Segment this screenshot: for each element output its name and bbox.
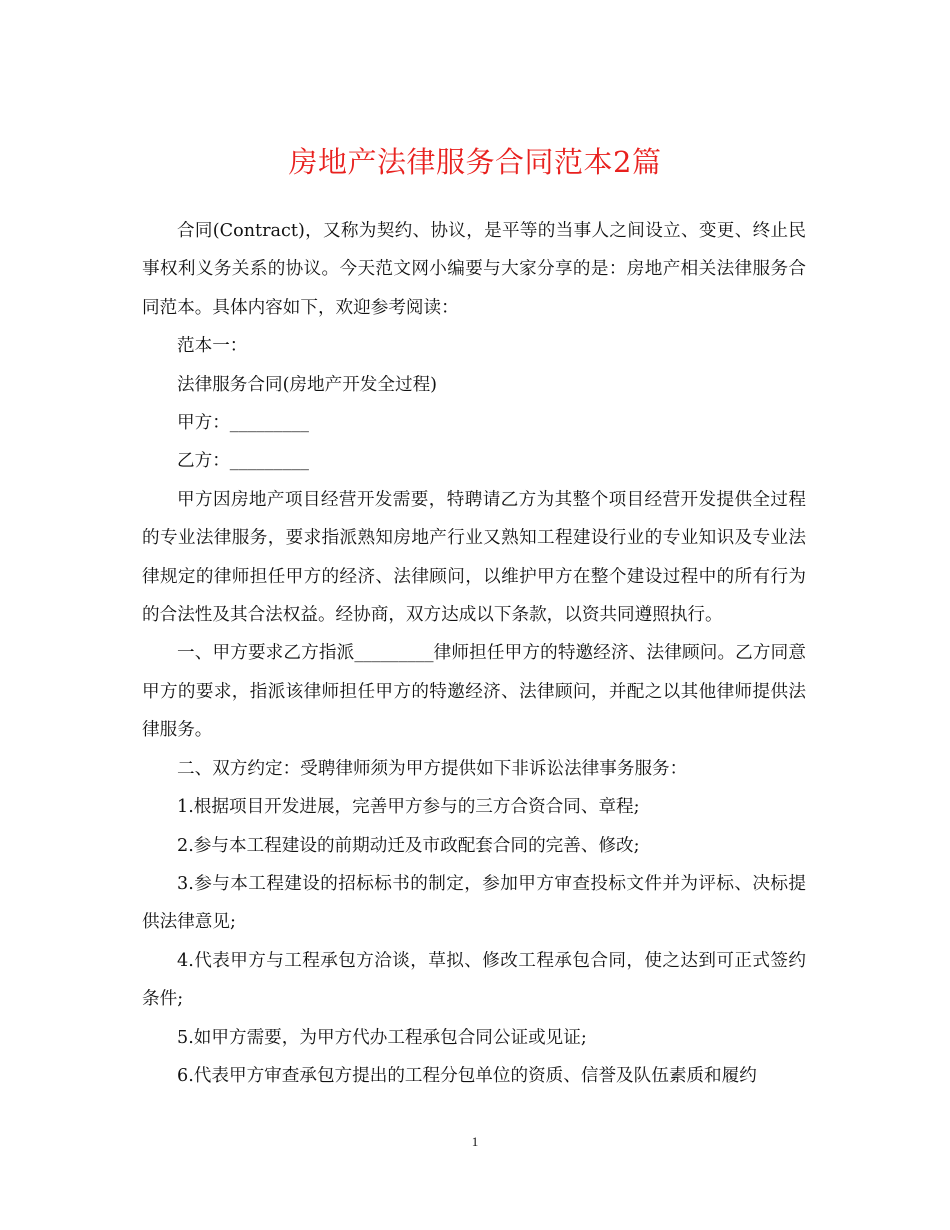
paragraph-item-4: 4.代表甲方与工程承包方洽谈，草拟、修改工程承包合同，使之达到可正式签约条件;	[142, 950, 806, 1010]
document-body	[142, 212, 806, 1095]
page-number: 1	[471, 1134, 479, 1149]
paragraph-party-b: 乙方：_________	[177, 451, 309, 472]
paragraph-clause-1: 一、甲方要求乙方指派_________律师担任甲方的特邀经济、法律顾问。乙方同意甲方的要求，指派该律师担任甲方的特邀经济、法律顾问，并配之以其他律师提供法律服务。	[142, 643, 806, 741]
paragraph-party-a: 甲方：_________	[177, 413, 309, 434]
paragraph-template-one: 范本一：	[177, 336, 248, 357]
paragraph-contract-name: 法律服务合同(房地产开发全过程)	[177, 374, 438, 395]
paragraph-item-2: 2.参与本工程建设的前期动迁及市政配套合同的完善、修改;	[177, 835, 640, 856]
paragraph-item-1: 1.根据项目开发进展，完善甲方参与的三方合资合同、章程;	[177, 797, 640, 818]
document-title: 房地产法律服务合同范本2篇	[288, 145, 662, 179]
paragraph-item-6: 6.代表甲方审查承包方提出的工程分包单位的资质、信誉及队伍素质和履约	[177, 1065, 757, 1086]
paragraph-item-5: 5.如甲方需要，为甲方代办工程承包合同公证或见证;	[177, 1027, 587, 1048]
paragraph-preamble: 甲方因房地产项目经营开发需要，特聘请乙方为其整个项目经营开发提供全过程的专业法律服务，要求指派熟知房地产行业又熟知工程建设行业的专业知识及专业法律规定的律师担任甲方的经济、法律顾问，以维护甲方在整个建设过程中的所有行为的合法性及其合法权益。经协商，双方达成以下条款，以资共同遵照执行。	[142, 489, 806, 626]
paragraph-intro: 合同(Contract)，又称为契约、协议，是平等的当事人之间设立、变更、终止民事权利义务关系的协议。今天范文网小编要与大家分享的是：房地产相关法律服务合同范本。具体内容如下，欢迎参考阅读：	[142, 221, 806, 318]
paragraph-clause-2: 二、双方约定：受聘律师须为甲方提供如下非诉讼法律事务服务：	[177, 758, 688, 779]
paragraph-item-3: 3.参与本工程建设的招标标书的制定，参加甲方审查投标文件并为评标、决标提供法律意见;	[142, 873, 806, 933]
